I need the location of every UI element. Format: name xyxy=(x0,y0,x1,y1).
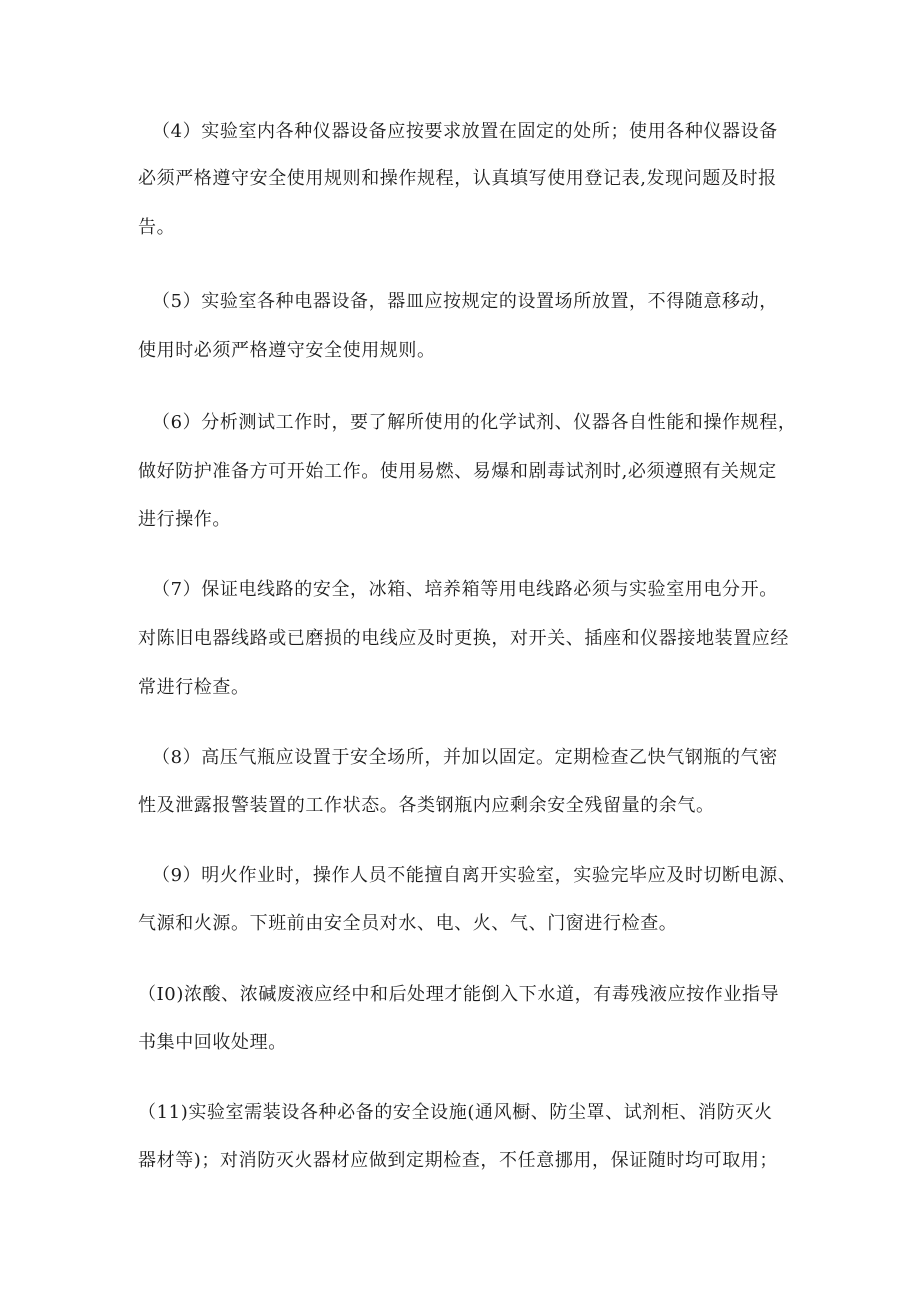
paragraph-line: 器材等)；对消防灭火器材应做到定期检查，不任意挪用，保证随时均可取用； xyxy=(138,1150,779,1171)
paragraph-line: 性及泄露报警装置的工作状态。各类钢瓶内应剩余安全残留量的余气。 xyxy=(138,795,715,816)
paragraph-line: （4）实验室内各种仪器设备应按要求放置在固定的处所；使用各种仪器设备 xyxy=(152,121,778,142)
paragraph-line: 进行操作。 xyxy=(138,509,231,530)
paragraph-line: 做好防护准备方可开始工作。使用易燃、易爆和剧毒试剂时,必须遵照有关规定 xyxy=(138,461,777,482)
paragraph-line: （5）实验室各种电器设备，器皿应按规定的设置场所放置，不得随意移动， xyxy=(152,291,778,312)
paragraph-line: 对陈旧电器线路或已磨损的电线应及时更换，对开关、插座和仪器接地装置应经 xyxy=(138,628,789,649)
paragraph-line: （9）明火作业时，操作人员不能擅自离开实验室，实验完毕应及时切断电源、 xyxy=(152,865,797,886)
paragraph-line: 常进行检查。 xyxy=(138,677,250,698)
paragraph-line: （11)实验室需装设各种必备的安全设施(通风橱、防尘罩、试剂柜、消防灭火 xyxy=(138,1102,773,1123)
paragraph-line: （6）分析测试工作时，要了解所使用的化学试剂、仪器各自性能和操作规程， xyxy=(152,412,797,433)
paragraph-line: 气源和火源。下班前由安全员对水、电、火、气、门窗进行检查。 xyxy=(138,913,678,934)
paragraph-line: 书集中回收处理。 xyxy=(138,1032,287,1053)
paragraph-line: 告。 xyxy=(138,217,176,238)
paragraph-line: 使用时必须严格遵守安全使用规则。 xyxy=(138,340,436,361)
paragraph-line: （I0)浓酸、浓碱废液应经中和后处理才能倒入下水道，有毒残液应按作业指导 xyxy=(138,984,780,1005)
paragraph-line: 必须严格遵守安全使用规则和操作规程，认真填写使用登记表,发现问题及时报 xyxy=(138,168,777,189)
paragraph-line: （7）保证电线路的安全，冰箱、培养箱等用电线路必须与实验室用电分开。 xyxy=(152,579,778,600)
paragraph-line: （8）高压气瓶应设置于安全场所，并加以固定。定期检查乙快气钢瓶的气密 xyxy=(152,747,778,768)
